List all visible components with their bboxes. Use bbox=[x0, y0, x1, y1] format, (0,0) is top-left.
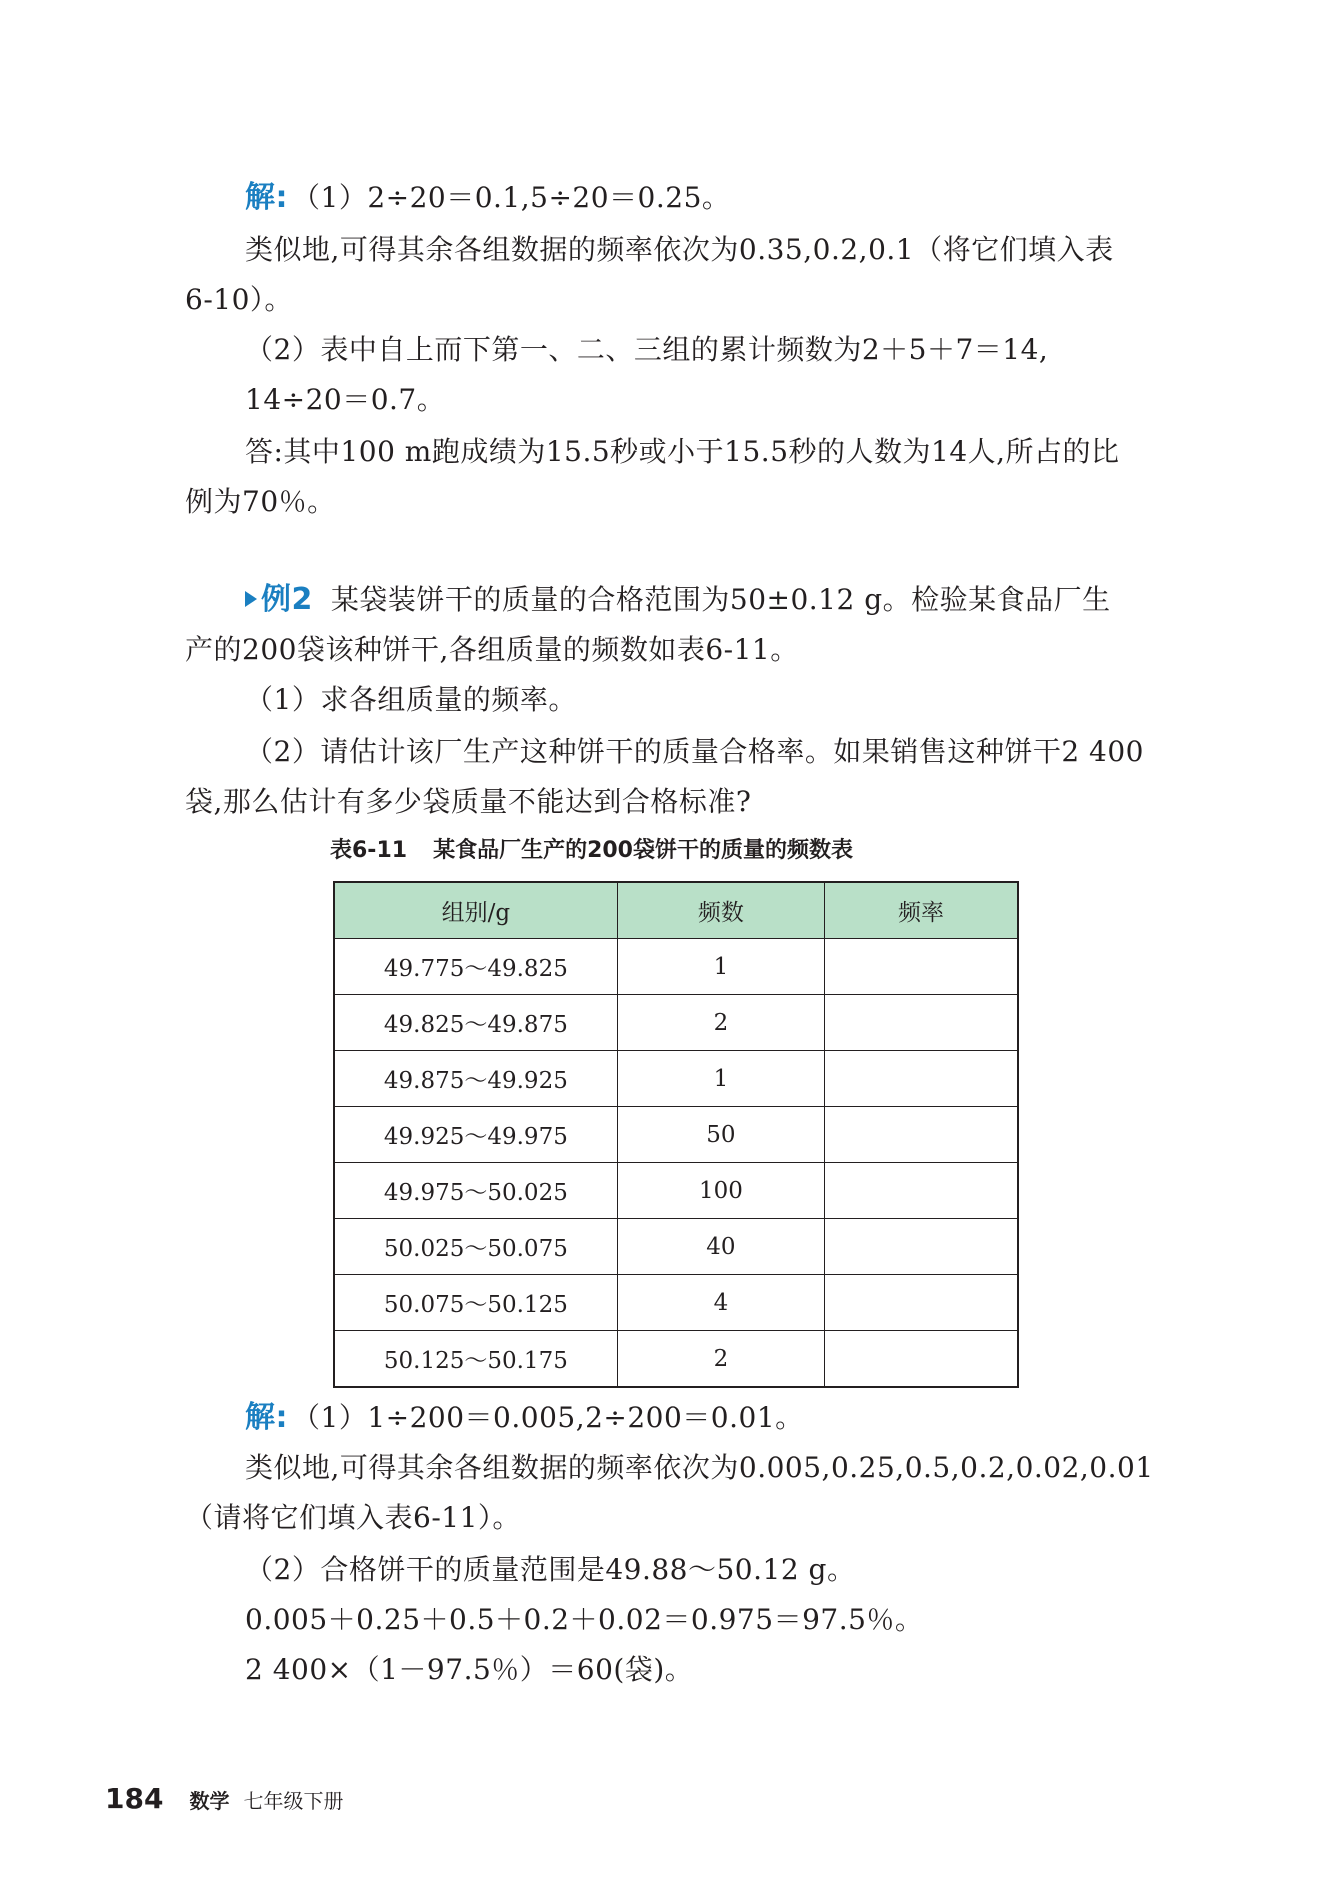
solution2-line2: 类似地,可得其余各组数据的频率依次为0.005,0.25,0.5,0.2,0.02,0.01 bbox=[245, 1451, 1154, 1484]
table-header-row bbox=[334, 882, 1018, 939]
example-label-text: 例2 bbox=[261, 582, 313, 617]
solution1-line5: 14÷20＝0.7。 bbox=[245, 383, 446, 416]
solution1-line2: 类似地,可得其余各组数据的频率依次为0.35,0.2,0.1（将它们填入表 bbox=[245, 233, 1114, 266]
frequency-table bbox=[333, 881, 1019, 1388]
cell-group: 49.875～49.925 bbox=[334, 1051, 617, 1107]
table-row bbox=[334, 1163, 1018, 1219]
grade-label: 七年级下册 bbox=[243, 1789, 344, 1813]
solution-label: 解: bbox=[245, 1400, 288, 1435]
cell-rate bbox=[825, 1163, 1018, 1219]
cell-rate bbox=[825, 995, 1018, 1051]
example2-question1: （1）求各组质量的频率。 bbox=[245, 683, 577, 716]
table-row bbox=[334, 1107, 1018, 1163]
cell-count: 2 bbox=[617, 995, 824, 1051]
cell-group: 50.125～50.175 bbox=[334, 1331, 617, 1388]
page-number: 184 bbox=[105, 1782, 164, 1815]
header-frequency-count: 频数 bbox=[617, 882, 824, 939]
cell-group: 49.925～49.975 bbox=[334, 1107, 617, 1163]
table-number: 表6-11 bbox=[330, 838, 408, 863]
cell-count: 40 bbox=[617, 1219, 824, 1275]
solution2-step1: （1）1÷200＝0.005,2÷200＝0.01。 bbox=[292, 1401, 804, 1434]
cell-rate bbox=[825, 1051, 1018, 1107]
cell-group: 49.775～49.825 bbox=[334, 939, 617, 995]
cell-group: 49.975～50.025 bbox=[334, 1163, 617, 1219]
example2-question2-cont: 袋,那么估计有多少袋质量不能达到合格标准? bbox=[185, 785, 752, 818]
cell-count: 100 bbox=[617, 1163, 824, 1219]
solution-label: 解: bbox=[245, 180, 288, 215]
solution1-line1 bbox=[245, 178, 730, 218]
example2-text: 某袋装饼干的质量的合格范围为50±0.12 g。检验某食品厂生 bbox=[330, 583, 1111, 616]
example2-line2: 产的200袋该种饼干,各组质量的频数如表6-11。 bbox=[185, 633, 799, 666]
cell-rate bbox=[825, 1331, 1018, 1388]
page-footer bbox=[105, 1782, 343, 1815]
solution2-line5: 0.005＋0.25＋0.5＋0.2＋0.02＝0.975＝97.5％。 bbox=[245, 1603, 924, 1636]
subject-label: 数学 bbox=[189, 1789, 230, 1813]
table-row bbox=[334, 1219, 1018, 1275]
header-group: 组别/g bbox=[334, 882, 617, 939]
cell-count: 1 bbox=[617, 939, 824, 995]
solution1-line4: （2）表中自上而下第一、二、三组的累计频数为2＋5＋7＝14, bbox=[245, 333, 1049, 366]
triangle-marker-icon bbox=[245, 591, 257, 607]
table-caption bbox=[330, 836, 853, 866]
solution2-line1 bbox=[245, 1398, 804, 1438]
cell-count: 4 bbox=[617, 1275, 824, 1331]
cell-rate bbox=[825, 939, 1018, 995]
table-row bbox=[334, 1051, 1018, 1107]
solution1-step1: （1）2÷20＝0.1,5÷20＝0.25。 bbox=[292, 181, 731, 214]
solution1-answer-cont: 例为70％。 bbox=[185, 485, 336, 518]
table-row bbox=[334, 939, 1018, 995]
solution2-line4: （2）合格饼干的质量范围是49.88～50.12 g。 bbox=[245, 1553, 856, 1586]
example-label bbox=[245, 582, 313, 617]
solution2-line6: 2 400×（1－97.5％）＝60(袋)。 bbox=[245, 1653, 694, 1686]
example2-line1 bbox=[245, 580, 1111, 620]
cell-group: 50.075～50.125 bbox=[334, 1275, 617, 1331]
table-title: 某食品厂生产的200袋饼干的质量的频数表 bbox=[433, 838, 853, 863]
cell-rate bbox=[825, 1275, 1018, 1331]
solution1-answer: 答:其中100 m跑成绩为15.5秒或小于15.5秒的人数为14人,所占的比 bbox=[245, 435, 1120, 468]
cell-count: 1 bbox=[617, 1051, 824, 1107]
table-row bbox=[334, 995, 1018, 1051]
cell-group: 49.825～49.875 bbox=[334, 995, 617, 1051]
cell-count: 2 bbox=[617, 1331, 824, 1388]
cell-rate bbox=[825, 1107, 1018, 1163]
solution1-line3: 6-10）。 bbox=[185, 283, 293, 316]
table-row bbox=[334, 1331, 1018, 1388]
table-row bbox=[334, 1275, 1018, 1331]
cell-rate bbox=[825, 1219, 1018, 1275]
cell-count: 50 bbox=[617, 1107, 824, 1163]
example2-question2: （2）请估计该厂生产这种饼干的质量合格率。如果销售这种饼干2 400 bbox=[245, 735, 1144, 768]
header-frequency-rate: 频率 bbox=[825, 882, 1018, 939]
solution2-line3: （请将它们填入表6-11）。 bbox=[185, 1501, 521, 1534]
cell-group: 50.025～50.075 bbox=[334, 1219, 617, 1275]
